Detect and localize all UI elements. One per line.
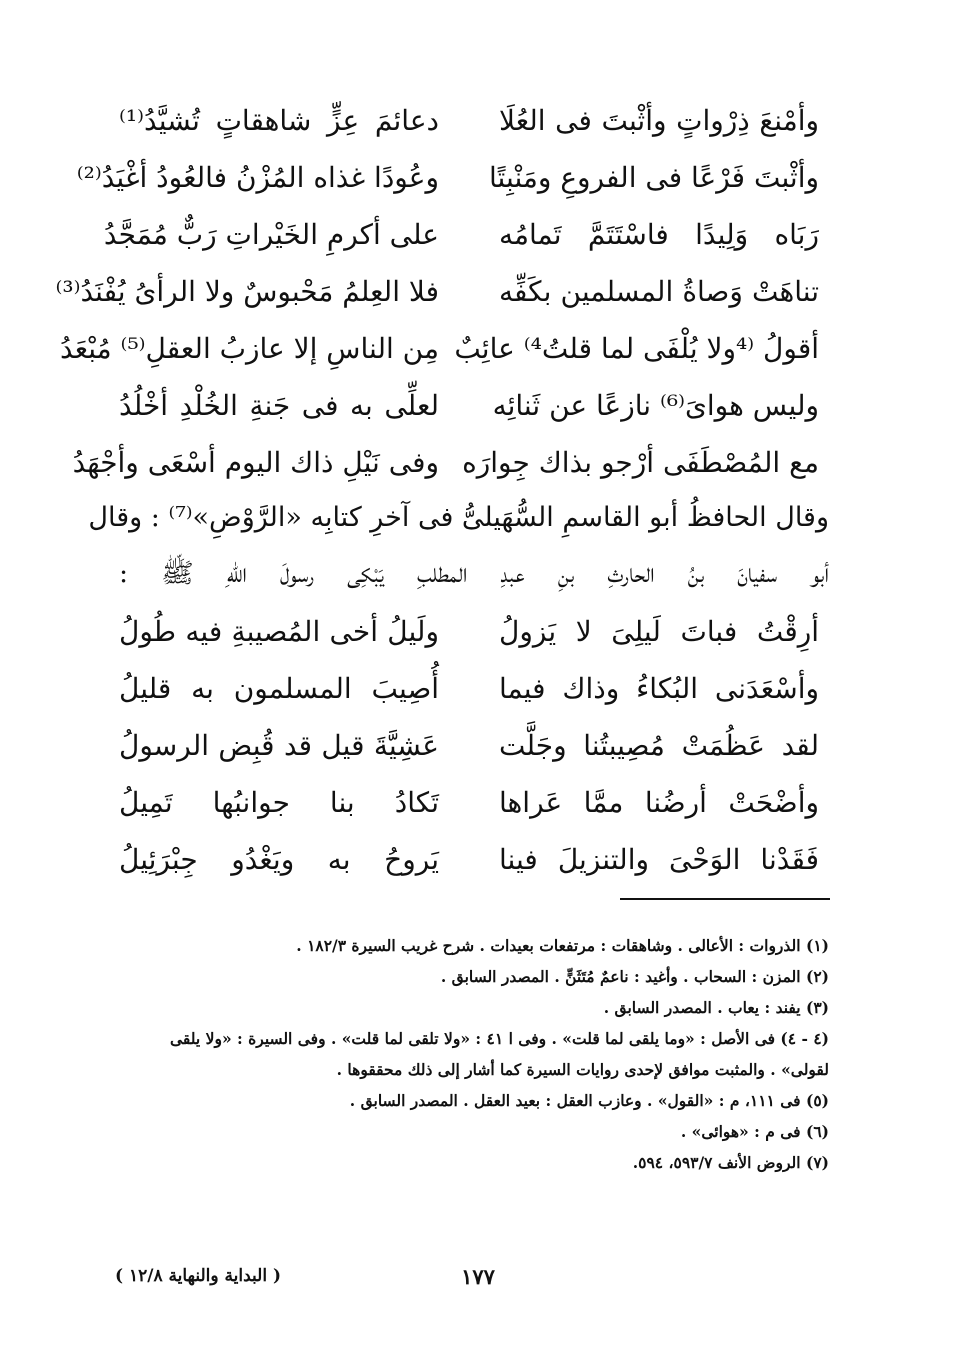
running-footer: ( البداية والنهاية ١٢/٨ ): [115, 1266, 282, 1286]
hemistich-left: ولَيلُ أخى المُصيبةِ فيه طُولُ: [119, 615, 439, 648]
prose-line: وقال الحافظُ أبو القاسمِ السُّهَيلىُّ فى آخرِ كتابِه «الرَّوْضِ»⁽⁷⁾ : وقال: [88, 502, 829, 533]
hemistich-left: وفى نَيْلِ ذاك اليوم أسْعَى وأجْهَدُ: [72, 446, 439, 479]
verse-row: [119, 717, 819, 774]
footnote: (٢) المزن : السحاب . وأغيد : ناعمٌ مُتَثَنٍّ . المصدر السابق .: [440, 967, 829, 986]
hemistich-right: تناهَتْ وَصاةُ المسلمين بكَفِّه: [499, 275, 819, 308]
verse-row: [119, 603, 819, 660]
hemistich-left: على أكرمِ الخَيْراتِ رَبٌّ مُمَجَّدُ: [103, 218, 439, 251]
hemistich-right: مع المُصْطَفَى أرْجو بذاك جِوارَه: [462, 446, 819, 479]
hemistich-left: مِن الناسِ إلا عازبُ العقلِ⁽⁵⁾ مُبْعَدُ: [60, 332, 439, 365]
hemistich-left: تَكادُ بنا جوانبُها تَمِيلُ: [119, 786, 439, 819]
footnote: (٣) يفند : يعاب . المصدر السابق .: [603, 998, 829, 1017]
hemistich-right: وأضْحَتْ أرضُنا ممَّا عَراها: [499, 786, 819, 819]
hemistich-left: وعُودًا غذاه المُزْنُ فالعُودُ أغْيَدُ⁽²⁾: [76, 161, 439, 194]
hemistich-right: وأمْنعَ ذِرْواتٍ وأثْبتَ فى العُلَا: [499, 104, 819, 137]
verse-row: [119, 774, 819, 831]
verse-row: [119, 92, 819, 149]
footnote-continuation: لقولى» . والمثبت موافق لإحدى روايات السيرة كما أشار إلى ذلك محققوها .: [336, 1060, 829, 1079]
verse-row: [119, 660, 819, 717]
verse-row: [72, 434, 819, 491]
hemistich-left: دعائمَ عِزٍّ شاهقاتٍ تُشيَّدُ⁽¹⁾: [119, 104, 439, 137]
footnote-separator: [620, 898, 830, 900]
footnote: (٥) فى ١١١، م : «القول» . وعازب العقل : بعيد العقل . المصدر السابق .: [349, 1091, 829, 1110]
hemistich-left: فلا العِلمُ مَحْبوسٌ ولا الرأىُ يُفْنَدُ⁽³⁾: [55, 275, 439, 308]
footnotes: [119, 930, 829, 1178]
verse-row: [76, 149, 819, 206]
footnote: (١) الذروات : الأعالى . وشاهقات : مرتفعات بعيدات . شرح غريب السيرة ١٨٢/٣ .: [296, 936, 829, 955]
footnote: (٤ - ٤) فى الأصل : «وما يلقى لما قلت» . وفى ا ٤١ : «ولا تلقى لما قلت» . وفى السيرة : «ولا يلقى: [170, 1029, 829, 1048]
prose-line: أبو سفيانَ بنُ الحارثِ بنِ عبدِ المطلبِ يَبْكِى رسولَ اللّهِ ﷺ :: [119, 558, 829, 589]
footnote: (٦) فى م : «هوائى» .: [680, 1122, 829, 1141]
hemistich-left: أُصِيبَ المسلمون به قليلُ: [119, 672, 439, 705]
verse-row: [119, 831, 819, 888]
hemistich-left: لعلِّى به فى جَنةِ الخُلْدِ أخْلُدُ: [119, 389, 439, 422]
hemistich-right: فَقَدْنا الوَحْىَ والتنزيلَ فينا: [499, 843, 819, 876]
hemistich-right: رَبَاه وَلِيدًا فاسْتَتَمَّ تَمامُه: [499, 218, 819, 251]
hemistich-right: أقولُ ⁽⁴ولا يُلْفَى لما قلتُ⁴⁾ عائِبٌ: [454, 332, 819, 365]
poem-second: [119, 603, 819, 888]
hemistich-right: وأسْعَدَنى البُكاءُ وذاك فيما: [499, 672, 819, 705]
hemistich-right: وأثْبتَ فَرْعًا فى الفروعِ ومَنْبِتًا: [489, 161, 819, 194]
prose-paragraph: [88, 490, 829, 602]
verse-row: [103, 206, 819, 263]
verse-row: [60, 320, 819, 377]
hemistich-right: أرِقْتُ فباتَ لَيلِىَ لا يَزولُ: [499, 615, 819, 648]
footnote: (٧) الروض الأنف ٥٩٣/٧، ٥٩٤.: [632, 1153, 829, 1172]
hemistich-right: وليس هوایَ⁽⁶⁾ نازعًا عن ثَنائِه: [492, 389, 819, 422]
hemistich-right: لقد عَظُمَتْ مُصِيبتُنا وجَلَّت: [499, 729, 819, 762]
hemistich-left: عَشِيَّةَ قيل قد قُبِض الرسولُ: [119, 729, 439, 762]
poem-first: [55, 92, 819, 491]
verse-row: [119, 377, 819, 434]
verse-row: [55, 263, 819, 320]
page-number: ١٧٧: [461, 1264, 495, 1289]
hemistich-left: يَروحُ به ويَغْدُو جِبْرَئِيلُ: [119, 843, 439, 876]
